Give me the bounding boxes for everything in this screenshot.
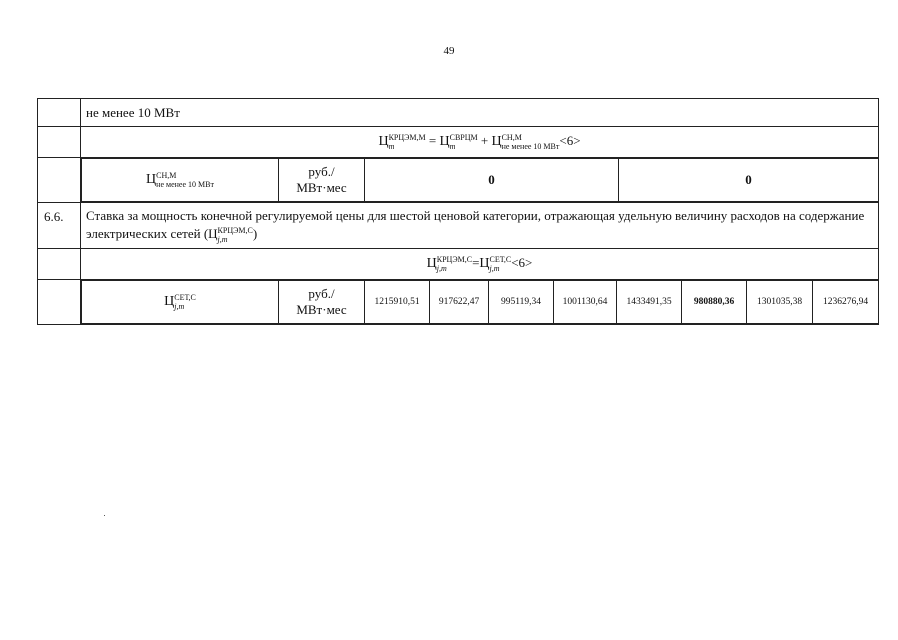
empty-cell [38,280,81,325]
section-6-5-number [38,99,81,127]
footnote-ref: <6> [511,255,533,270]
value-cell: 1001130,64 [554,281,617,324]
scan-speck [104,515,105,516]
section-6-5-title-row [38,99,879,127]
value-cell: 0 [365,159,619,202]
section-6-5-formula: ЦКРЦЭМ,М m = ЦСВРЦМ m + ЦСН,М не менее 10 МВт<6> [81,127,879,158]
value-cell: 917622,47 [430,281,489,324]
section-6-5-formula-row [38,127,879,158]
empty-cell [38,249,81,280]
value-cell: 995119,34 [489,281,554,324]
value-cell: 1301035,38 [747,281,813,324]
section-6-5-value-row [38,158,879,203]
value-cell: 1433491,35 [617,281,682,324]
section-6-6-values [81,280,878,324]
value-cell: 1215910,51 [365,281,430,324]
parameter-name: ЦСН,М не менее 10 МВт [82,159,279,202]
section-6-6-text: Ставка за мощность конечной регулируемой цены для шестой ценовой категории, отражающая удельную величину расходов на содержание электрических сетей (ЦКРЦЭМ,С j,m ) [81,203,879,249]
parameter-name: ЦСЕТ,С j,m [82,281,279,324]
formula-sup: КРЦЭМ,М [388,133,426,142]
section-6-6-title-row [38,203,879,249]
page-number: 49 [443,45,455,57]
section-6-6-value-row [38,280,879,325]
section-6-6-formula-row [38,249,879,280]
formula-sub: m [388,142,395,151]
value-cell: 1236276,94 [813,281,879,324]
value-cell: 980880,36 [682,281,747,324]
empty-cell [38,127,81,158]
footnote-ref: <6> [559,132,581,148]
section-6-6-formula: ЦКРЦЭМ,С j,m =ЦСЕТ,С j,m <6> [81,249,879,280]
unit-cell: руб./ МВт·мес [279,159,365,202]
section-6-5-text: не менее 10 МВт [81,99,879,127]
empty-cell [38,158,81,203]
tariff-table [37,98,879,325]
unit-cell: руб./ МВт·мес [279,281,365,324]
section-6-5-values [81,158,878,202]
value-cell: 0 [619,159,879,202]
section-6-6-number: 6.6. [38,203,81,249]
